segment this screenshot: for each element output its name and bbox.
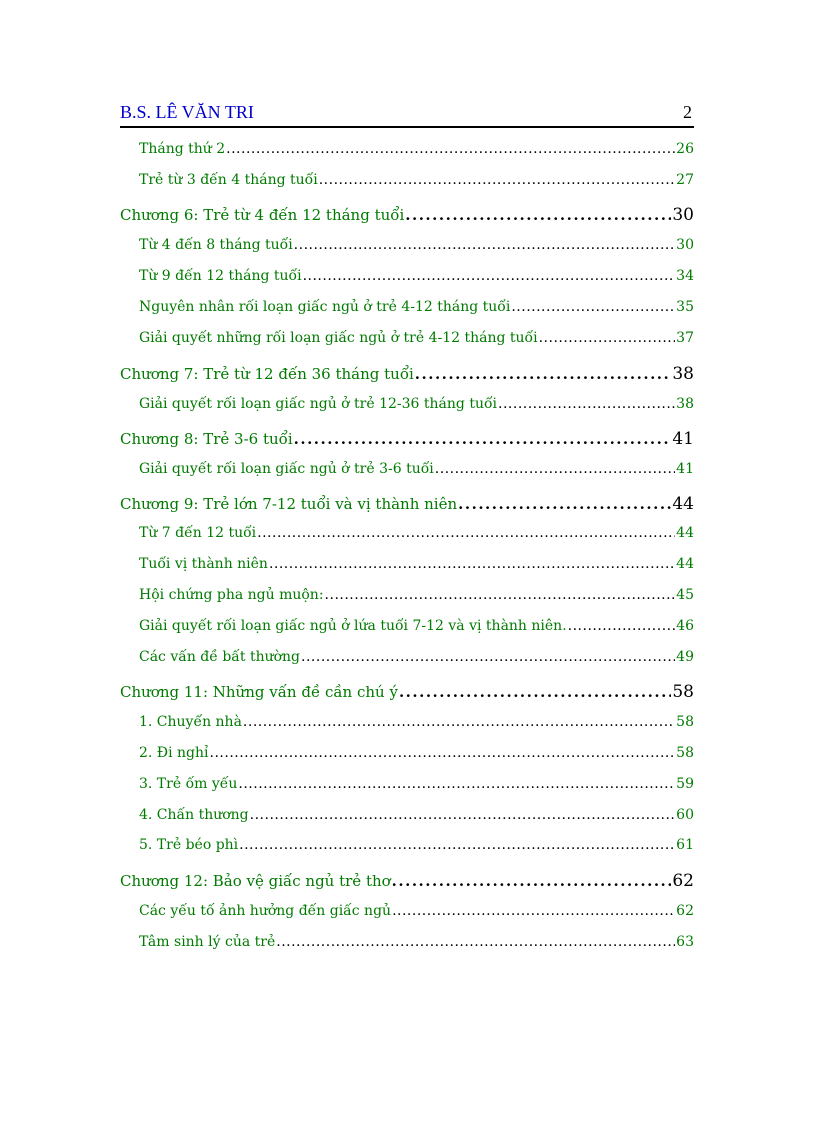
dot-leader	[226, 141, 675, 157]
toc-entry-title: Tháng thứ 2	[139, 141, 226, 157]
toc-entry-page: 34	[676, 268, 694, 284]
toc-chapter-entry[interactable]	[120, 682, 694, 702]
toc-entry-title: Trẻ từ 3 đến 4 tháng tuổi	[139, 172, 318, 188]
toc-entry-page: 41	[672, 429, 694, 449]
toc-entry-page: 58	[676, 714, 694, 730]
toc-entry-title: Giải quyết rối loạn giấc ngủ ở trẻ 12-36 tháng tuổi	[139, 396, 498, 412]
dot-leader	[269, 556, 675, 572]
toc-entry[interactable]	[139, 556, 694, 572]
toc-entry[interactable]	[139, 461, 694, 477]
toc-entry-title: 3. Trẻ ốm yếu	[139, 776, 238, 792]
toc-entry-page: 27	[676, 172, 694, 188]
dot-leader	[257, 525, 675, 541]
dot-leader	[539, 330, 676, 346]
toc-entry[interactable]	[139, 172, 694, 188]
toc-entry-page: 30	[676, 237, 694, 253]
toc-entry-title: Nguyên nhân rối loạn giấc ngủ ở trẻ 4-12 tháng tuổi	[139, 299, 511, 315]
dot-leader	[294, 237, 676, 253]
toc-entry-page: 35	[676, 299, 694, 315]
dot-leader	[399, 683, 671, 701]
toc-entry-title: Chương 11: Những vấn đề cần chú ý	[120, 683, 398, 701]
toc-entry-title: Các yếu tố ảnh hưởng đến giấc ngủ	[139, 903, 392, 919]
toc-entry[interactable]	[139, 396, 694, 412]
toc-chapter-entry[interactable]	[120, 494, 694, 514]
dot-leader	[250, 807, 676, 823]
toc-entry-page: 61	[676, 837, 694, 853]
toc-entry-page: 58	[676, 745, 694, 761]
toc-entry-page: 38	[672, 364, 694, 384]
toc-entry[interactable]	[139, 837, 694, 853]
toc-entry[interactable]	[139, 587, 694, 603]
toc-entry-page: 46	[676, 618, 694, 634]
toc-entry-page: 26	[676, 141, 694, 157]
toc-entry-page: 58	[672, 682, 694, 702]
toc-entry[interactable]	[139, 268, 694, 284]
toc-entry[interactable]	[139, 649, 694, 665]
toc-entry-title: Từ 7 đến 12 tuổi	[139, 525, 257, 541]
dot-leader	[238, 776, 675, 792]
dot-leader	[239, 837, 675, 853]
toc-entry-page: 44	[676, 525, 694, 541]
toc-entry-page: 38	[676, 396, 694, 412]
toc-entry-title: 2. Đi nghỉ	[139, 745, 209, 761]
toc-entry-title: Từ 4 đến 8 tháng tuổi	[139, 237, 293, 253]
toc-entry-page: 60	[676, 807, 694, 823]
toc-entry-title: Các vấn đề bất thường	[139, 649, 301, 665]
author-title: B.S. LÊ VĂN TRI	[120, 102, 254, 122]
toc-entry-title: Chương 6: Trẻ từ 4 đến 12 tháng tuổi	[120, 206, 405, 224]
dot-leader	[319, 172, 675, 188]
toc-entry[interactable]	[139, 807, 694, 823]
toc-entry-page: 49	[676, 649, 694, 665]
toc-entry-title: 4. Chấn thương	[139, 807, 249, 823]
dot-leader	[435, 461, 675, 477]
toc-entry[interactable]	[139, 903, 694, 919]
dot-leader	[392, 903, 675, 919]
toc-entry-page: 59	[676, 776, 694, 792]
toc-entry[interactable]	[139, 299, 694, 315]
toc-chapter-entry[interactable]	[120, 364, 694, 384]
dot-leader	[276, 934, 675, 950]
page-number: 2	[683, 102, 692, 122]
toc-entry[interactable]	[139, 745, 694, 761]
toc-entry-title: Hội chứng pha ngủ muộn:	[139, 587, 324, 603]
dot-leader	[303, 268, 676, 284]
toc-entry-page: 62	[676, 903, 694, 919]
dot-leader	[498, 396, 675, 412]
toc-entry-page: 37	[676, 330, 694, 346]
toc-entry-title: 1. Chuyển nhà	[139, 714, 242, 730]
toc-entry-title: Tâm sinh lý của trẻ	[139, 934, 276, 950]
toc-entry-title: Chương 9: Trẻ lớn 7-12 tuổi và vị thành niên	[120, 495, 458, 513]
toc-entry-page: 62	[672, 871, 694, 891]
toc-chapter-entry[interactable]	[120, 429, 694, 449]
toc-entry-page: 30	[672, 205, 694, 225]
toc-entry[interactable]	[139, 714, 694, 730]
toc-entry-title: Chương 12: Bảo vệ giấc ngủ trẻ thơ	[120, 872, 391, 890]
toc-entry-page: 63	[676, 934, 694, 950]
toc-entry-page: 44	[676, 556, 694, 572]
toc-entry[interactable]	[139, 934, 694, 950]
dot-leader	[405, 206, 671, 224]
dot-leader	[210, 745, 676, 761]
toc-entry-page: 44	[672, 494, 694, 514]
dot-leader	[415, 365, 672, 383]
toc-entry-title: Giải quyết những rối loạn giấc ngủ ở trẻ 4-12 tháng tuổi	[139, 330, 538, 346]
toc-chapter-entry[interactable]	[120, 205, 694, 225]
toc-entry-title: Tuổi vị thành niên	[139, 556, 268, 572]
toc-entry[interactable]	[139, 776, 694, 792]
toc-entry-title: Từ 9 đến 12 tháng tuổi	[139, 268, 302, 284]
toc-chapter-entry[interactable]	[120, 871, 694, 891]
dot-leader	[243, 714, 675, 730]
dot-leader	[301, 649, 675, 665]
toc-entry-title: Giải quyết rối loạn giấc ngủ ở trẻ 3-6 tuổi	[139, 461, 434, 477]
toc-entry-title: Chương 7: Trẻ từ 12 đến 36 tháng tuổi	[120, 365, 414, 383]
toc-entry-page: 41	[676, 461, 694, 477]
dot-leader	[458, 495, 671, 513]
page-header	[120, 100, 694, 128]
dot-leader	[294, 430, 672, 448]
dot-leader	[325, 587, 676, 603]
toc-entry-title: Giải quyết rối loạn giấc ngủ ở lứa tuổi 7-12 và vị thành niên.	[139, 618, 567, 634]
toc-entry-title: Chương 8: Trẻ 3-6 tuổi	[120, 430, 293, 448]
dot-leader	[568, 618, 676, 634]
toc-entry[interactable]	[139, 141, 694, 157]
dot-leader	[392, 872, 672, 890]
toc-entry[interactable]	[139, 618, 694, 634]
toc-entry[interactable]	[139, 525, 694, 541]
toc-entry-title: 5. Trẻ béo phì	[139, 837, 239, 853]
toc-entry[interactable]	[139, 330, 694, 346]
dot-leader	[511, 299, 675, 315]
toc-entry[interactable]	[139, 237, 694, 253]
toc-entry-page: 45	[676, 587, 694, 603]
